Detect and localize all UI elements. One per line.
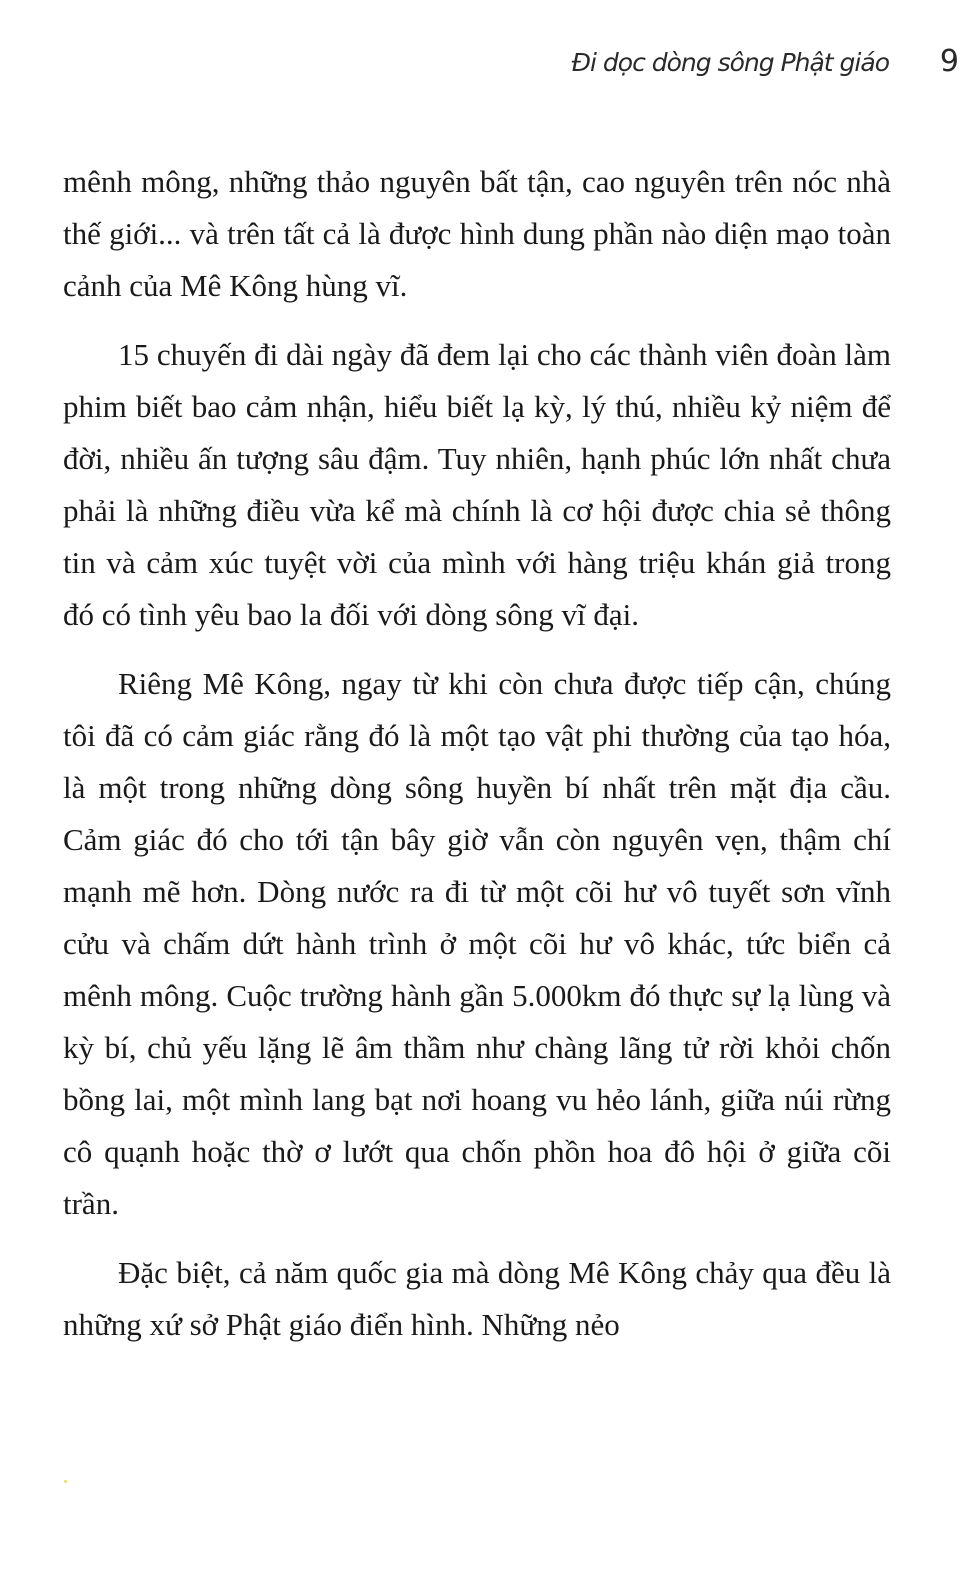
paper-speck bbox=[64, 1480, 67, 1483]
paragraph: Riêng Mê Kông, ngay từ khi còn chưa được tiếp cận, chúng tôi đã có cảm giác rằng đó là một tạo vật phi thường của tạo hóa, là một trong những dòng sông huyền bí nhất trên mặt địa cầu. Cảm giác đó cho tới tận bây giờ vẫn còn nguyên vẹn, thậm chí mạnh mẽ hơn. Dòng nước ra đi từ một cõi hư vô tuyết sơn vĩnh cửu và chấm dứt hành trình ở một cõi hư vô khác, tức biển cả mênh mông. Cuộc trường hành gần 5.000km đó thực sự lạ lùng và kỳ bí, chủ yếu lặng lẽ âm thầm như chàng lãng tử rời khỏi chốn bồng lai, một mình lang bạt nơi hoang vu hẻo lánh, giữa núi rừng cô quạnh hoặc thờ ơ lướt qua chốn phồn hoa đô hội ở giữa cõi trần. bbox=[63, 666, 891, 1221]
paragraph: Đặc biệt, cả năm quốc gia mà dòng Mê Kông chảy qua đều là những xứ sở Phật giáo điển hình. Những nẻo bbox=[63, 1255, 891, 1342]
running-header bbox=[0, 44, 979, 84]
running-title: Đi dọc dòng sông Phật giáo bbox=[571, 48, 889, 77]
paragraph-continued: mênh mông, những thảo nguyên bất tận, cao nguyên trên nóc nhà thế giới... và trên tất cả là được hình dung phần nào diện mạo toàn cảnh của Mê Kông hùng vĩ. bbox=[63, 164, 891, 303]
page-number: 9 bbox=[939, 44, 959, 79]
paragraph: 15 chuyến đi dài ngày đã đem lại cho các thành viên đoàn làm phim biết bao cảm nhận, hiểu biết lạ kỳ, lý thú, nhiều kỷ niệm để đời, nhiều ấn tượng sâu đậm. Tuy nhiên, hạnh phúc lớn nhất chưa phải là những điều vừa kể mà chính là cơ hội được chia sẻ thông tin và cảm xúc tuyệt vời của mình với hàng triệu khán giả trong đó có tình yêu bao la đối với dòng sông vĩ đại. bbox=[63, 337, 891, 632]
page-body bbox=[63, 156, 891, 1368]
